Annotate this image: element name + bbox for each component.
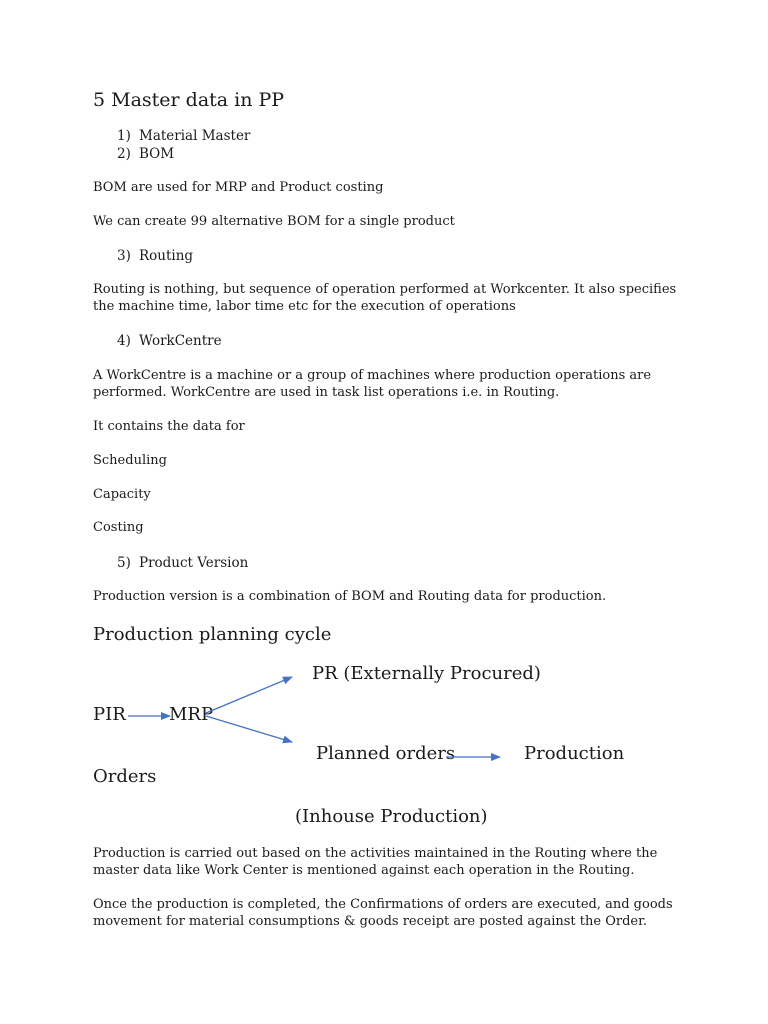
data-item-capacity: Capacity — [93, 487, 151, 502]
contains-text: It contains the data for — [93, 419, 245, 434]
bom-paragraph-1: BOM are used for MRP and Product costing — [93, 180, 384, 195]
list-item-number: 4) — [117, 333, 131, 349]
diagram-node-orders: Orders — [93, 766, 157, 787]
diagram-node-production: Production — [524, 743, 625, 764]
arrow-mrp-to-pr — [206, 677, 292, 713]
cycle-heading: Production planning cycle — [93, 624, 332, 645]
list-item-number: 2) — [117, 146, 131, 162]
final-paragraph-1-line-1: Production is carried out based on the activities maintained in the Routing where the — [93, 846, 658, 861]
diagram-node-pr: PR (Externally Procured) — [312, 663, 541, 684]
final-paragraph-1-line-2: master data like Work Center is mentioned against each operation in the Routing. — [93, 863, 635, 878]
routing-paragraph-line-2: the machine time, labor time etc for the execution of operations — [93, 299, 516, 314]
diagram-node-mrp: MRP — [169, 704, 214, 725]
page-title: 5 Master data in PP — [93, 89, 285, 111]
bom-paragraph-2: We can create 99 alternative BOM for a single product — [93, 214, 455, 229]
data-item-scheduling: Scheduling — [93, 453, 167, 468]
final-paragraph-2-line-2: movement for material consumptions & goods receipt are posted against the Order. — [93, 914, 648, 929]
diagram-node-planned-orders: Planned orders — [316, 743, 456, 764]
list-item-product-version: Product Version — [139, 555, 249, 571]
list-item-workcentre: WorkCentre — [139, 333, 222, 349]
list-item-material-master: Material Master — [139, 128, 251, 144]
list-item-routing: Routing — [139, 248, 194, 264]
list-item-number: 3) — [117, 248, 131, 264]
data-item-costing: Costing — [93, 520, 144, 535]
arrow-mrp-to-planned-orders — [206, 716, 292, 742]
routing-paragraph-line-1: Routing is nothing, but sequence of operation performed at Workcenter. It also specifies — [93, 282, 677, 297]
diagram-node-inhouse: (Inhouse Production) — [295, 806, 488, 827]
final-paragraph-2-line-1: Once the production is completed, the Confirmations of orders are executed, and goods — [93, 897, 673, 912]
diagram-node-pir: PIR — [93, 704, 126, 725]
list-item-number: 5) — [117, 555, 131, 571]
version-paragraph: Production version is a combination of BOM and Routing data for production. — [93, 589, 607, 604]
workcentre-paragraph-line-1: A WorkCentre is a machine or a group of machines where production operations are — [93, 368, 652, 383]
list-item-bom: BOM — [139, 146, 175, 162]
workcentre-paragraph-line-2: performed. WorkCentre are used in task list operations i.e. in Routing. — [93, 385, 560, 400]
list-item-number: 1) — [117, 128, 131, 144]
